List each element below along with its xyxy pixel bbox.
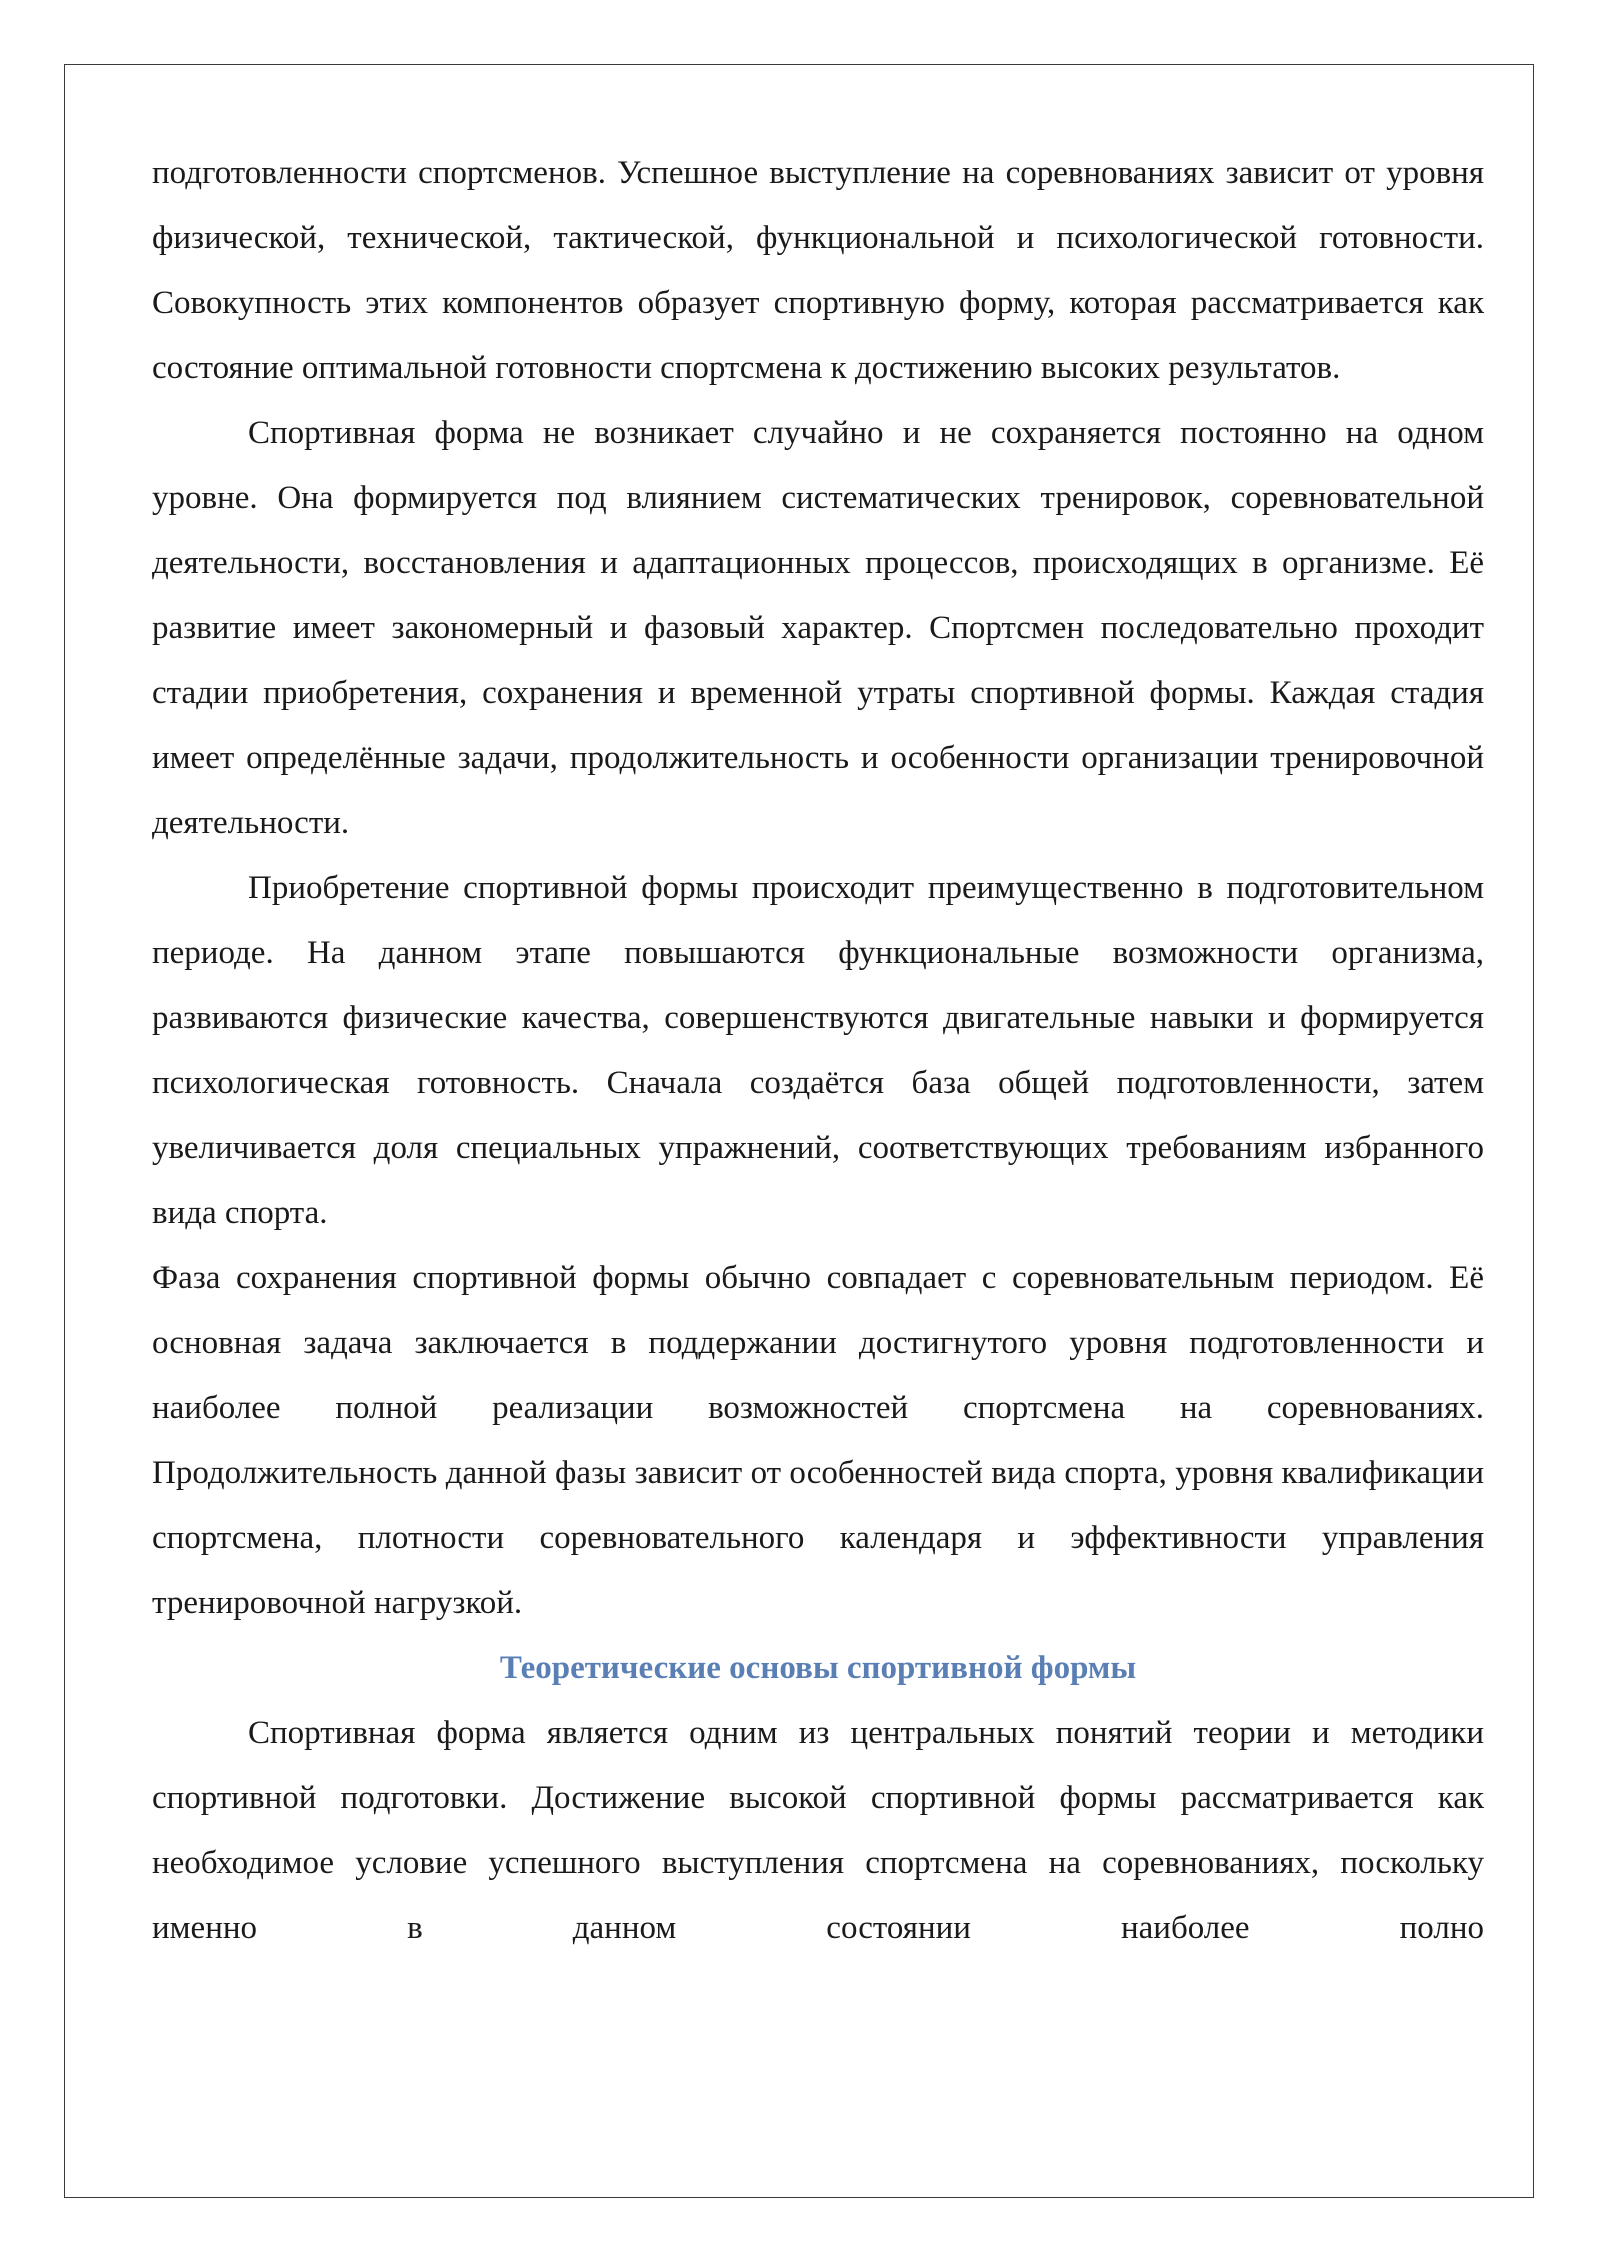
section-heading: Теоретические основы спортивной формы	[499, 1650, 1137, 1686]
paragraph-1: подготовленности спортсменов. Успешное выступление на соревнованиях зависит от уровня физической, технической, тактической, функциональной и психологической готовности. Совокупность этих компонентов образует спортивную форму, которая рассматривается как состояние оптимальной готовности спортсмена к достижению высоких результатов.	[152, 155, 1484, 386]
paragraph-5: Спортивная форма является одним из центральных понятий теории и методики спортивной подготовки. Достижение высокой спортивной формы рассматривается как необходимое условие успешного выступления спортсмена на соревнованиях, поскольку именно в данном состоянии наиболее полно	[152, 1715, 1484, 1946]
paragraph-2: Спортивная форма не возникает случайно и не сохраняется постоянно на одном уровне. Она формируется под влиянием систематических тренировок, соревновательной деятельности, восстановления и адаптационных процессов, происходящих в организме. Её развитие имеет закономерный и фазовый характер. Спортсмен последовательно проходит стадии приобретения, сохранения и временной утраты спортивной формы. Каждая стадия имеет определённые задачи, продолжительность и особенности организации тренировочной деятельности.	[152, 415, 1484, 841]
paragraph-3: Приобретение спортивной формы происходит преимущественно в подготовительном периоде. На данном этапе повышаются функциональные возможности организма, развиваются физические качества, совершенствуются двигательные навыки и формируется психологическая готовность. Сначала создаётся база общей подготовленности, затем увеличивается доля специальных упражнений, соответствующих требованиям избранного вида спорта.	[152, 870, 1484, 1231]
paragraph-4: Фаза сохранения спортивной формы обычно совпадает с соревновательным периодом. Её основная задача заключается в поддержании достигнутого уровня подготовленности и наиболее полной реализации возможностей спортсмена на соревнованиях. Продолжительность данной фазы зависит от особенностей вида спорта, уровня квалификации спортсмена, плотности соревновательного календаря и эффективности управления тренировочной нагрузкой.	[152, 1260, 1484, 1621]
document-body	[152, 141, 1484, 1961]
